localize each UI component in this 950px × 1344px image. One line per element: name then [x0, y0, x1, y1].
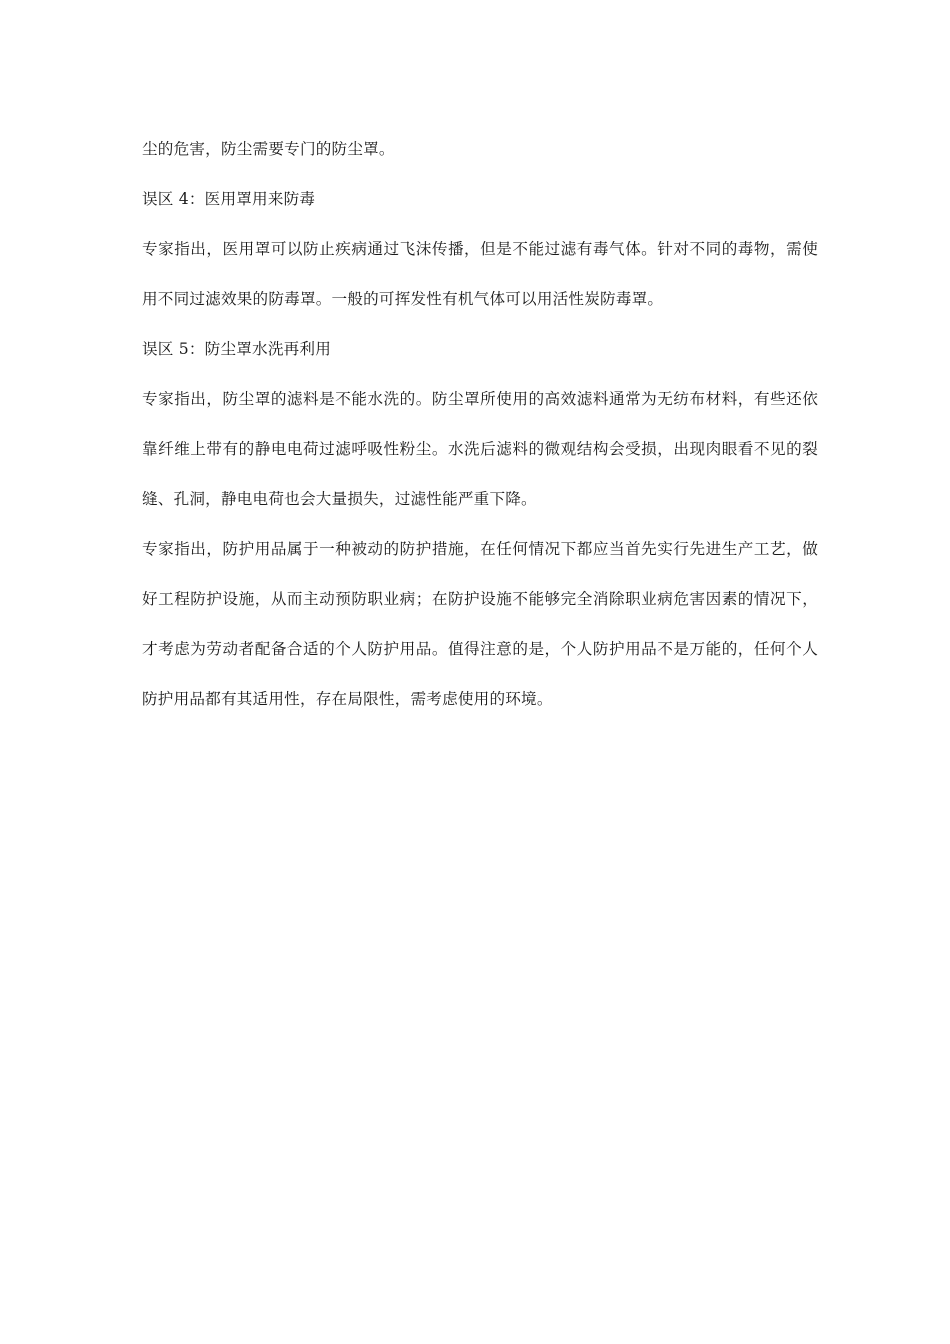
paragraph-protective-equipment: 专家指出，防护用品属于一种被动的防护措施，在任何情况下都应当首先实行先进生产工艺，做好工程防护设施，从而主动预防职业病；在防护设施不能够完全消除职业病危害因素的情况下，才考虑为劳动者配备合适的个人防护用品。值得注意的是，个人防护用品不是万能的，任何个人防护用品都有其适用性，存在局限性，需考虑使用的环境。: [142, 540, 818, 708]
heading-myth-4: 误区 4：医用罩用来防毒: [142, 190, 316, 208]
paragraph-washing-mask: 专家指出，防尘罩的滤料是不能水洗的。防尘罩所使用的高效滤料通常为无纺布材料，有些还依靠纤维上带有的静电电荷过滤呼吸性粉尘。水洗后滤料的微观结构会受损，出现肉眼看不见的裂缝、孔洞，静电电荷也会大量损失，过滤性能严重下降。: [142, 390, 818, 508]
heading-myth-5: 误区 5：防尘罩水洗再利用: [142, 340, 332, 358]
paragraph-medical-mask: 专家指出，医用罩可以防止疾病通过飞沫传播，但是不能过滤有毒气体。针对不同的毒物，需使用不同过滤效果的防毒罩。一般的可挥发性有机气体可以用活性炭防毒罩。: [142, 240, 818, 308]
document-body: [142, 124, 818, 724]
paragraph-dust-hazard: 尘的危害，防尘需要专门的防尘罩。: [142, 140, 395, 158]
